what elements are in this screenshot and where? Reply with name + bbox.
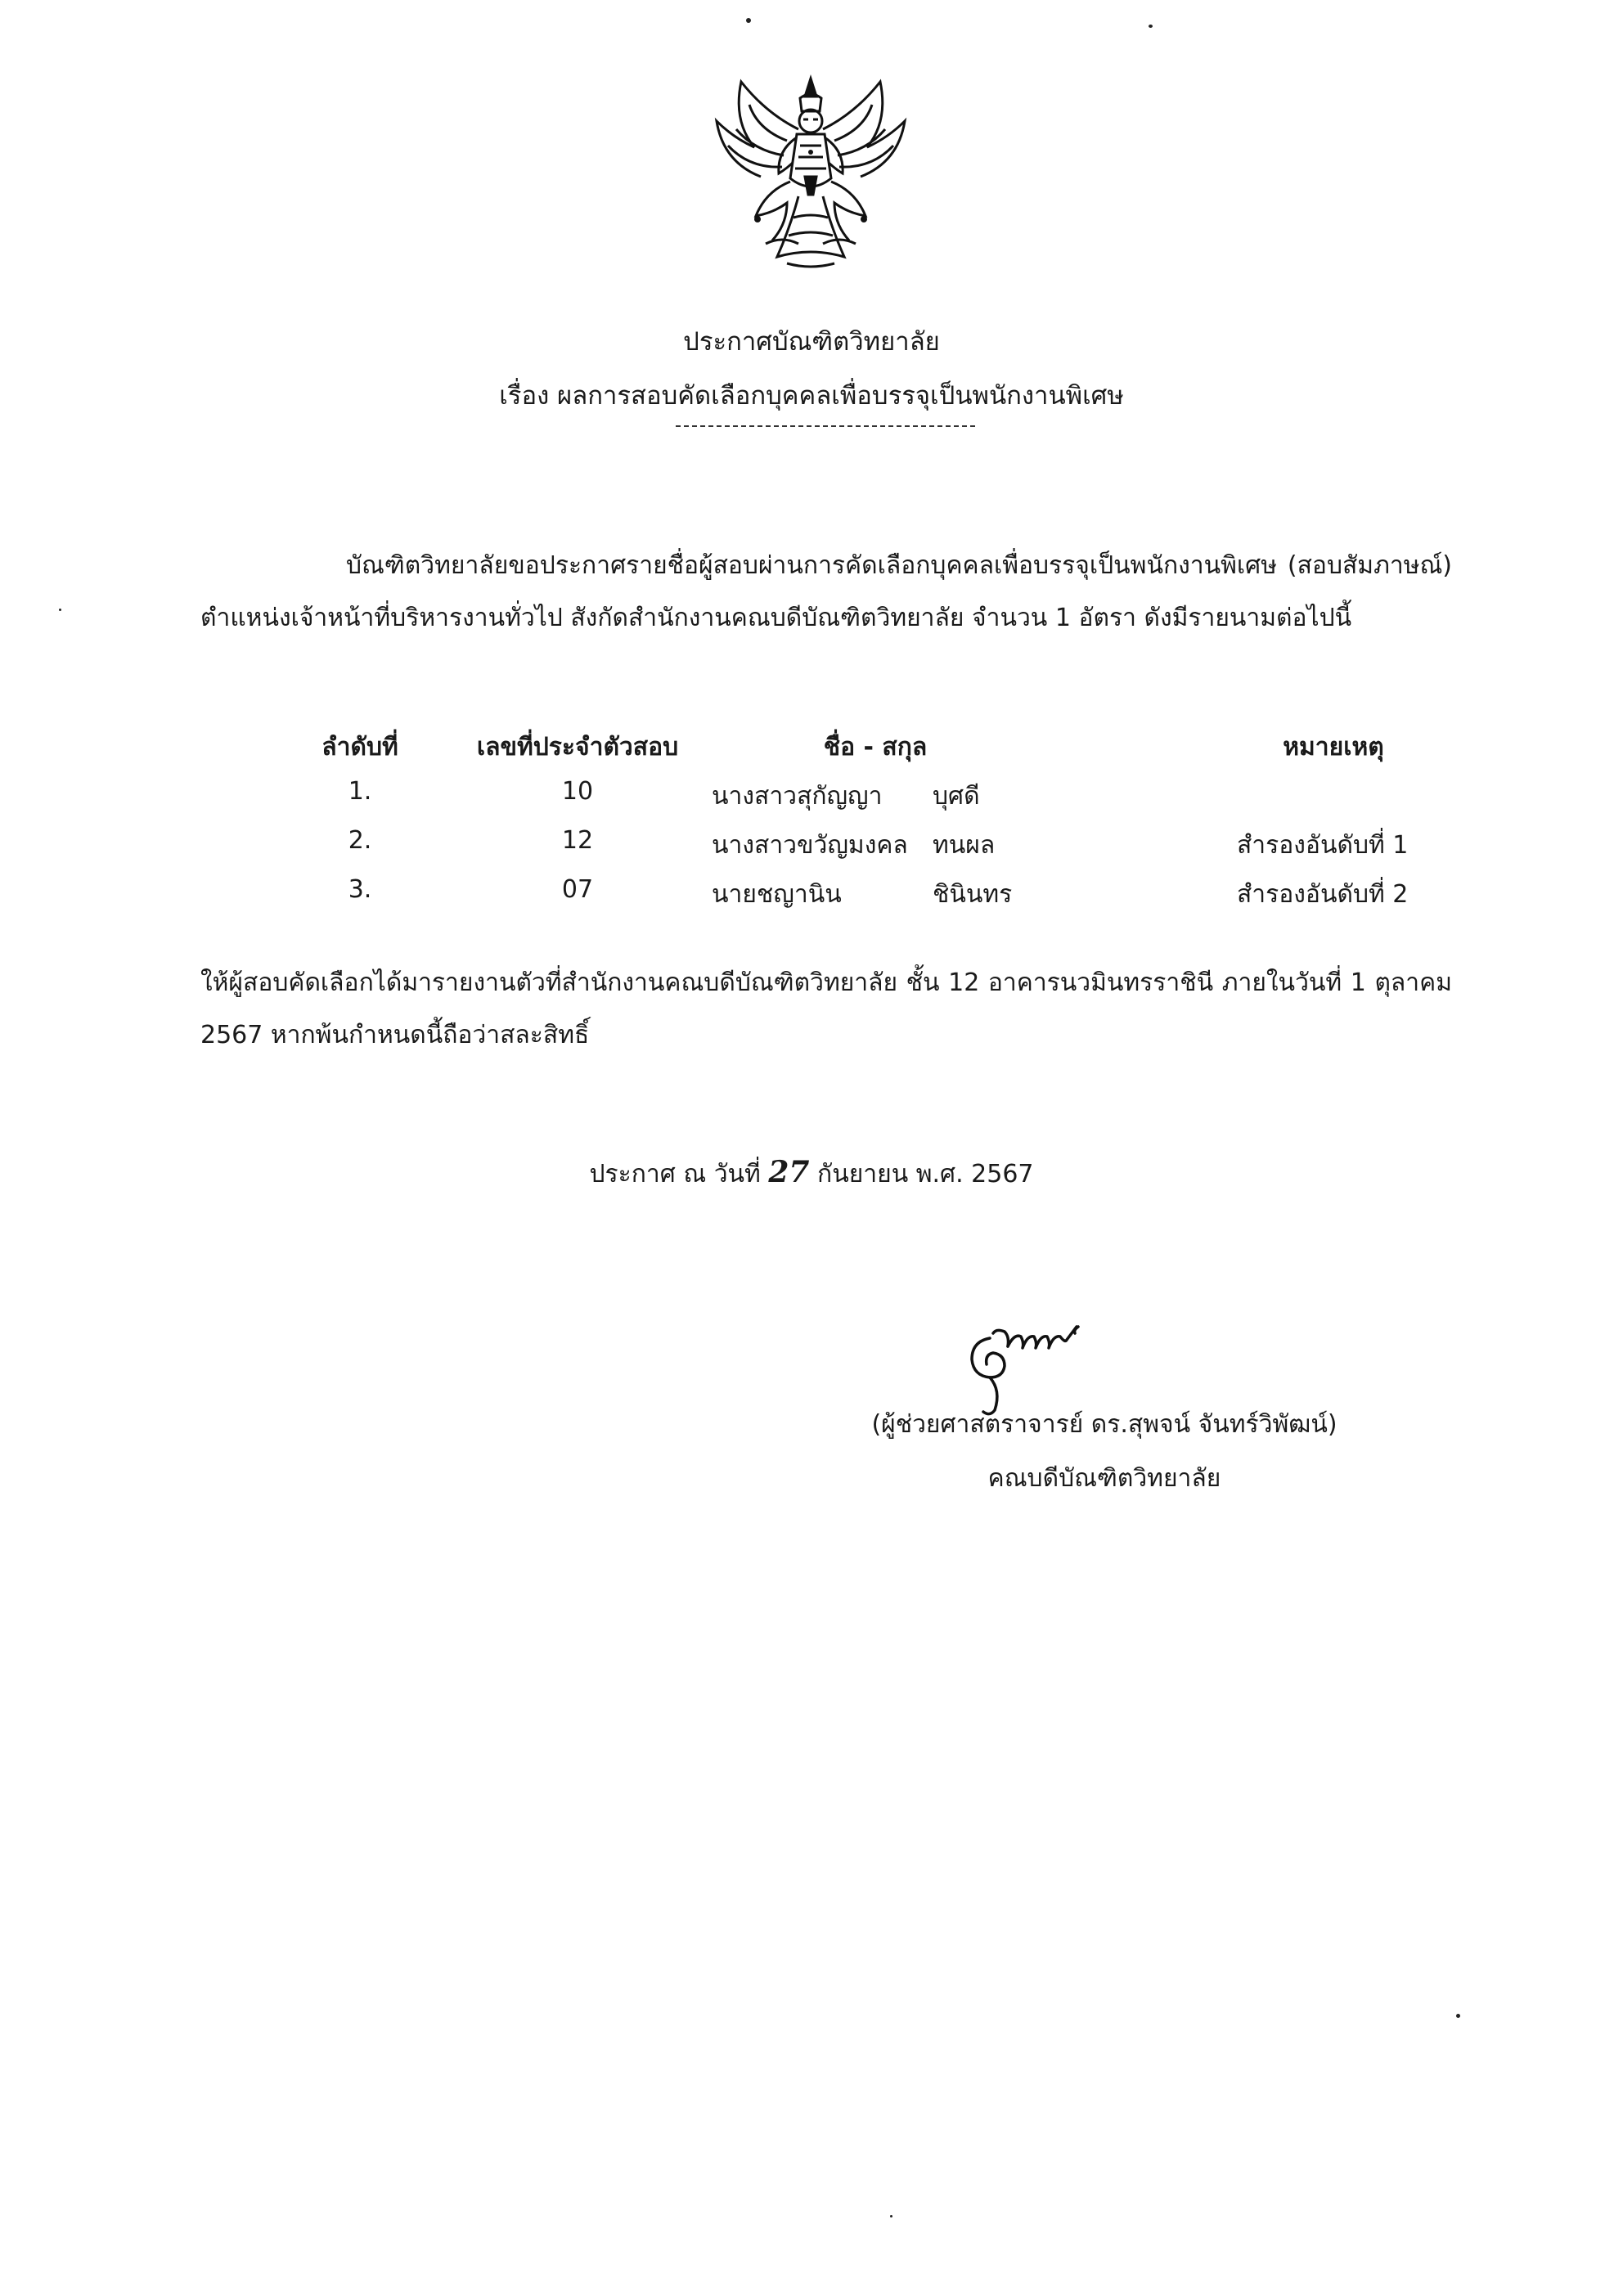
row-exam-id: 12	[561, 826, 594, 855]
header-exam-id: เลขที่ประจำตัวสอบ	[476, 733, 679, 762]
date-suffix: กันยายน พ.ศ. 2567	[817, 1160, 1034, 1188]
signatory-name: (ผู้ช่วยศาสตราจารย์ ดร.สุพจน์ จันทร์วิพัฒน์)	[871, 1410, 1338, 1439]
instruction-paragraph: ให้ผู้สอบคัดเลือกได้มารายงานตัวที่สำนักงานคณบดีบัณฑิตวิทยาลัย ชั้น 12 อาคารนวมินทรราชินี ภายในวันที่ 1 ตุลาคม 2567 หากพ้นกำหนดนี้ถือว่าสละสิทธิ์	[200, 968, 1452, 1049]
row-no: 1.	[348, 777, 372, 806]
garuda-emblem-icon	[708, 72, 913, 276]
announcement-subject: เรื่อง ผลการสอบคัดเลือกบุคคลเพื่อบรรจุเป็นพนักงานพิเศษ	[499, 381, 1124, 411]
row-note: สำรองอันดับที่ 2	[1237, 880, 1409, 909]
header-no: ลำดับที่	[321, 733, 398, 762]
scan-speck	[1456, 2014, 1460, 2018]
announcement-date	[0, 1155, 1623, 1193]
scan-speck	[746, 18, 751, 23]
candidates-table	[303, 728, 1464, 924]
table-header-row	[303, 728, 1464, 777]
row-first-name: นายชญานิน	[712, 880, 842, 909]
row-first-name: นางสาวสุกัญญา	[712, 782, 883, 811]
row-note: สำรองอันดับที่ 1	[1237, 831, 1409, 860]
row-exam-id: 10	[561, 777, 594, 806]
scan-speck	[1149, 25, 1153, 28]
row-exam-id: 07	[561, 875, 594, 904]
title-divider	[676, 425, 975, 427]
table-row	[303, 826, 1464, 875]
scan-speck	[890, 2215, 892, 2217]
table-row	[303, 875, 1464, 924]
row-no: 3.	[348, 875, 372, 904]
table-row	[303, 777, 1464, 826]
row-no: 2.	[348, 826, 372, 855]
signatory-position: คณบดีบัณฑิตวิทยาลัย	[987, 1464, 1221, 1493]
header-note: หมายเหตุ	[1283, 733, 1384, 762]
intro-paragraph: บัณฑิตวิทยาลัยขอประกาศรายชื่อผู้สอบผ่านการคัดเลือกบุคคลเพื่อบรรจุเป็นพนักงานพิเศษ (สอบสัมภาษณ์) ตำแหน่งเจ้าหน้าที่บริหารงานทั่วไป สังกัดสำนักงานคณบดีบัณฑิตวิทยาลัย จำนวน 1 อัตรา ดังมีรายนามต่อไปนี้	[200, 551, 1452, 632]
row-last-name: ทนผล	[933, 831, 996, 860]
date-prefix: ประกาศ ณ วันที่	[589, 1160, 761, 1188]
row-last-name: บุศดี	[933, 782, 980, 811]
announcement-title: ประกาศบัณฑิตวิทยาลัย	[683, 327, 940, 357]
scan-speck	[59, 609, 61, 611]
date-day-handwritten: 27	[768, 1155, 810, 1189]
header-name: ชื่อ - สกุล	[823, 733, 928, 762]
row-last-name: ชินินทร	[933, 880, 1013, 909]
row-first-name: นางสาวขวัญมงคล	[712, 831, 908, 860]
